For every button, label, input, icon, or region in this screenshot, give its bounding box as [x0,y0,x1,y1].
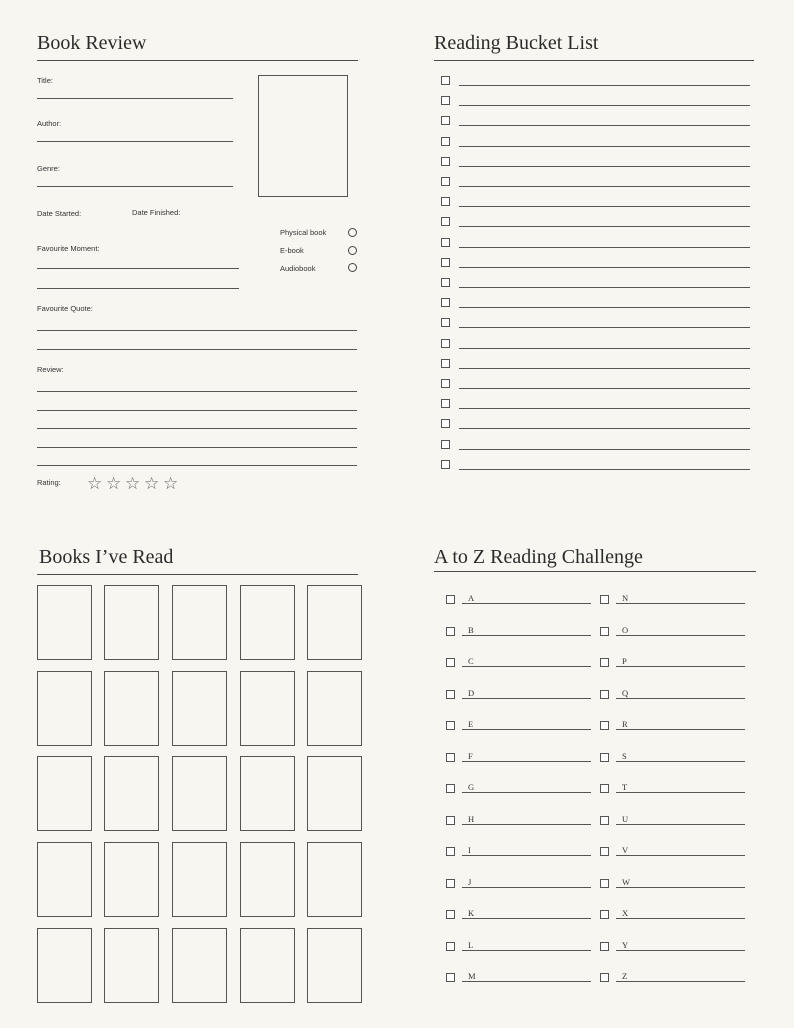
book-tile[interactable] [104,671,159,746]
az-checkbox[interactable] [446,942,455,951]
book-tile[interactable] [172,585,227,660]
bucket-list-line[interactable] [459,368,750,369]
az-title-line[interactable] [616,603,745,604]
az-title-line[interactable] [462,950,591,951]
az-checkbox[interactable] [446,658,455,667]
favourite-quote-line[interactable] [37,349,357,350]
book-tile[interactable] [307,928,362,1003]
books-read-title-rule [37,574,358,575]
book-tile[interactable] [104,756,159,831]
book-cover-box[interactable] [258,75,348,197]
bucket-list-title-rule [434,60,754,61]
az-letter: W [622,876,631,887]
az-title-line[interactable] [616,950,745,951]
bucket-list-line[interactable] [459,408,750,409]
az-checkbox[interactable] [600,627,609,636]
book-tile[interactable] [240,585,295,660]
rating-star-icon[interactable]: ☆ [106,474,122,493]
az-letter: D [468,687,475,698]
format-audiobook-label: Audiobook [280,264,316,273]
genre-label: Genre: [37,164,60,173]
bucket-list-checkbox[interactable] [441,440,450,449]
az-title-line[interactable] [462,887,591,888]
az-checkbox[interactable] [600,753,609,762]
favourite-quote-label: Favourite Quote: [37,304,93,313]
bucket-list-checkbox[interactable] [441,339,450,348]
az-checkbox[interactable] [446,627,455,636]
az-title-line[interactable] [462,698,591,699]
book-tile[interactable] [104,928,159,1003]
book-tile[interactable] [37,671,92,746]
rating-label: Rating: [37,478,61,487]
date-started-label[interactable]: Date Started: [37,209,82,218]
az-checkbox[interactable] [446,973,455,982]
az-letter: I [468,845,471,855]
bucket-list-line[interactable] [459,469,750,470]
az-checkbox[interactable] [600,658,609,667]
book-tile[interactable] [172,756,227,831]
book-tile[interactable] [37,585,92,660]
az-letter: U [622,813,629,824]
az-checkbox[interactable] [446,910,455,919]
book-tile[interactable] [172,928,227,1003]
book-tile[interactable] [104,842,159,917]
book-tile[interactable] [307,585,362,660]
az-title-line[interactable] [462,761,591,762]
bucket-list-line[interactable] [459,186,750,187]
bucket-list-checkbox[interactable] [441,278,450,287]
az-letter: A [468,593,475,603]
rating-star-icon[interactable]: ☆ [87,474,103,493]
book-tile[interactable] [172,842,227,917]
books-read-title: Books I’ve Read [39,546,174,568]
az-letter: O [622,624,629,635]
title-label: Title: [37,76,53,85]
az-title-line[interactable] [462,981,591,982]
book-tile[interactable] [240,842,295,917]
book-tile[interactable] [240,928,295,1003]
az-letter: R [622,719,628,729]
bucket-list-line[interactable] [459,85,750,86]
az-challenge-title-rule [434,571,756,572]
bucket-list-line[interactable] [459,105,750,106]
bucket-list-checkbox[interactable] [441,399,450,408]
bucket-list-line[interactable] [459,267,750,268]
rating-star-icon[interactable]: ☆ [144,474,160,493]
book-tile[interactable] [37,756,92,831]
bucket-list-line[interactable] [459,146,750,147]
format-ebook-label: E-book [280,246,304,255]
az-checkbox[interactable] [600,690,609,699]
bucket-list-checkbox[interactable] [441,177,450,186]
az-title-line[interactable] [616,792,745,793]
format-audiobook-radio[interactable] [348,263,357,272]
az-checkbox[interactable] [446,753,455,762]
az-letter: P [622,656,627,666]
az-checkbox[interactable] [600,879,609,888]
az-letter: K [468,908,475,918]
az-title-line[interactable] [616,824,745,825]
bucket-list-checkbox[interactable] [441,359,450,368]
az-title-line[interactable] [462,824,591,825]
az-letter: S [622,750,627,761]
author-label: Author: [37,119,62,128]
az-letter: N [622,593,629,603]
format-physical-radio[interactable] [348,228,357,237]
book-tile[interactable] [37,842,92,917]
az-checkbox[interactable] [446,879,455,888]
az-title-line[interactable] [616,981,745,982]
az-title-line[interactable] [616,635,745,636]
az-letter: M [468,971,476,981]
book-tile[interactable] [240,756,295,831]
az-letter: Z [622,971,628,981]
bucket-list-line[interactable] [459,125,750,126]
book-review-title-rule [37,60,358,61]
review-line[interactable] [37,410,357,411]
bucket-list-line[interactable] [459,348,750,349]
favourite-moment-label: Favourite Moment: [37,244,100,253]
bucket-list-checkbox[interactable] [441,258,450,267]
favourite-moment-line[interactable] [37,268,239,269]
book-tile[interactable] [307,756,362,831]
review-label: Review: [37,365,64,374]
az-checkbox[interactable] [600,816,609,825]
az-title-line[interactable] [462,603,591,604]
book-review-title: Book Review [37,32,147,54]
az-title-line[interactable] [616,918,745,919]
az-letter: J [468,876,472,887]
az-letter: C [468,656,474,666]
bucket-list-checkbox[interactable] [441,197,450,206]
az-title-line[interactable] [616,698,745,699]
az-letter: F [468,750,473,761]
bucket-list-line[interactable] [459,449,750,450]
az-challenge-title: A to Z Reading Challenge [434,546,643,568]
az-title-line[interactable] [616,666,745,667]
az-letter: G [468,782,475,792]
az-checkbox[interactable] [446,784,455,793]
bucket-list-checkbox[interactable] [441,217,450,226]
date-finished-label[interactable]: Date Finished: [132,208,181,217]
book-tile[interactable] [307,842,362,917]
az-checkbox[interactable] [600,847,609,856]
az-letter: T [622,782,628,792]
book-tile[interactable] [37,928,92,1003]
az-checkbox[interactable] [600,910,609,919]
bucket-list-checkbox[interactable] [441,379,450,388]
az-letter: E [468,719,474,729]
az-checkbox[interactable] [600,942,609,951]
bucket-list-checkbox[interactable] [441,157,450,166]
az-letter: V [622,845,629,855]
genre-field[interactable] [37,186,233,187]
favourite-moment-line[interactable] [37,288,239,289]
favourite-quote-line[interactable] [37,330,357,331]
bucket-list-line[interactable] [459,247,750,248]
az-checkbox[interactable] [600,595,609,604]
az-title-line[interactable] [462,918,591,919]
az-checkbox[interactable] [446,690,455,699]
az-checkbox[interactable] [446,847,455,856]
bucket-list-checkbox[interactable] [441,318,450,327]
book-tile[interactable] [307,671,362,746]
az-title-line[interactable] [462,855,591,856]
book-tile[interactable] [172,671,227,746]
book-tile[interactable] [104,585,159,660]
book-tile[interactable] [240,671,295,746]
az-checkbox[interactable] [600,784,609,793]
bucket-list-line[interactable] [459,307,750,308]
format-physical-label: Physical book [280,228,327,237]
bucket-list-checkbox[interactable] [441,76,450,85]
az-checkbox[interactable] [446,595,455,604]
bucket-list-line[interactable] [459,226,750,227]
bucket-list-checkbox[interactable] [441,238,450,247]
bucket-list-checkbox[interactable] [441,419,450,428]
bucket-list-checkbox[interactable] [441,298,450,307]
az-letter: B [468,624,474,635]
az-letter: H [468,813,475,824]
bucket-list-line[interactable] [459,428,750,429]
az-title-line[interactable] [616,855,745,856]
bucket-list-line[interactable] [459,166,750,167]
az-letter: X [622,908,629,918]
title-field[interactable] [37,98,233,99]
review-line[interactable] [37,428,357,429]
bucket-list-title: Reading Bucket List [434,32,599,54]
review-line[interactable] [37,391,357,392]
az-letter: Q [622,687,629,698]
rating-star-icon[interactable]: ☆ [125,474,141,493]
bucket-list-checkbox[interactable] [441,96,450,105]
az-title-line[interactable] [462,666,591,667]
review-line[interactable] [37,465,357,466]
az-title-line[interactable] [462,635,591,636]
az-checkbox[interactable] [446,721,455,730]
az-checkbox[interactable] [600,973,609,982]
bucket-list-checkbox[interactable] [441,116,450,125]
az-title-line[interactable] [616,761,745,762]
bucket-list-line[interactable] [459,206,750,207]
bucket-list-line[interactable] [459,327,750,328]
bucket-list-line[interactable] [459,287,750,288]
author-field[interactable] [37,141,233,142]
az-checkbox[interactable] [446,816,455,825]
az-title-line[interactable] [616,887,745,888]
format-ebook-radio[interactable] [348,246,357,255]
az-letter: L [468,939,474,950]
az-title-line[interactable] [616,729,745,730]
az-checkbox[interactable] [600,721,609,730]
az-title-line[interactable] [462,792,591,793]
bucket-list-line[interactable] [459,388,750,389]
rating-star-icon[interactable]: ☆ [163,474,179,493]
bucket-list-checkbox[interactable] [441,137,450,146]
review-line[interactable] [37,447,357,448]
az-title-line[interactable] [462,729,591,730]
bucket-list-checkbox[interactable] [441,460,450,469]
az-letter: Y [622,939,629,950]
